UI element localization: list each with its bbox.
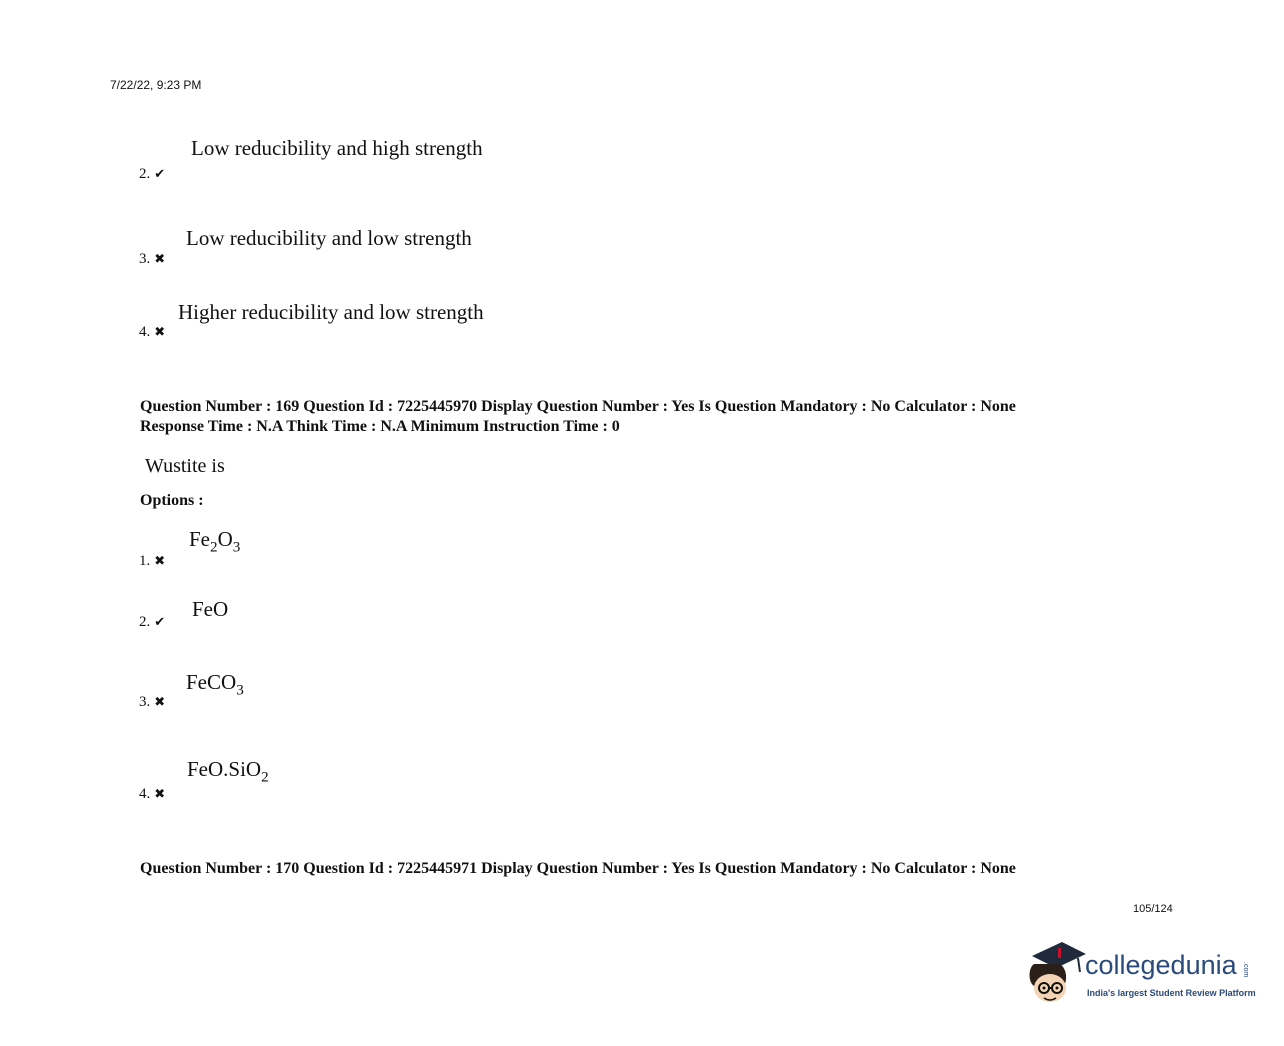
brand-name: collegedunia — [1085, 950, 1237, 980]
option-number: 2. — [139, 166, 151, 182]
option-2-formula: FeO — [192, 597, 229, 621]
option-number: 3. — [139, 251, 151, 267]
option-4 — [139, 786, 165, 803]
option-number: 4. — [139, 786, 151, 802]
brand-tagline: India's largest Student Review Platform — [1087, 988, 1256, 998]
correct-check-icon: ✔ — [154, 166, 166, 181]
option-1 — [139, 553, 165, 570]
option-number: 2. — [139, 614, 151, 630]
options-label: Options : — [140, 492, 204, 509]
brand-suffix: .com — [1242, 962, 1249, 978]
wrong-cross-icon: ✖ — [154, 553, 166, 568]
option-1-formula: $Fe_2O_3$ — [189, 527, 241, 556]
question-169-stem: Wustite is — [145, 455, 225, 477]
question-169-meta-line2: Response Time : N.A Think Time : N.A Minimum Instruction Time : 0 — [140, 418, 620, 435]
option-number: 1. — [139, 553, 151, 569]
prev-option-2 — [139, 166, 165, 183]
prev-option-4-text: Higher reducibility and low strength — [178, 300, 484, 324]
correct-check-icon: ✔ — [154, 614, 166, 629]
option-2 — [139, 614, 165, 631]
prev-option-3-text: Low reducibility and low strength — [186, 226, 472, 250]
wrong-cross-icon: ✖ — [154, 251, 166, 266]
prev-option-3 — [139, 251, 165, 268]
wrong-cross-icon: ✖ — [154, 786, 166, 801]
print-timestamp: 7/22/22, 9:23 PM — [110, 78, 202, 92]
collegedunia-logo-icon — [1024, 938, 1088, 1010]
wrong-cross-icon: ✖ — [154, 324, 166, 339]
wrong-cross-icon: ✖ — [154, 694, 166, 709]
question-170-meta-line1: Question Number : 170 Question Id : 7225445971 Display Question Number : Yes Is Question Mandatory : No Calculator : None — [140, 860, 1016, 877]
prev-option-2-text: Low reducibility and high strength — [191, 136, 483, 160]
option-4-formula: FeO.SiO$_2$ — [187, 757, 269, 786]
option-number: 3. — [139, 694, 151, 710]
page-number: 105/124 — [1133, 903, 1173, 915]
option-3-formula: FeCO$_3$ — [186, 670, 244, 699]
prev-option-4 — [139, 324, 165, 341]
option-number: 4. — [139, 324, 151, 340]
option-3 — [139, 694, 165, 711]
question-169-meta-line1: Question Number : 169 Question Id : 7225445970 Display Question Number : Yes Is Question Mandatory : No Calculator : None — [140, 398, 1016, 415]
